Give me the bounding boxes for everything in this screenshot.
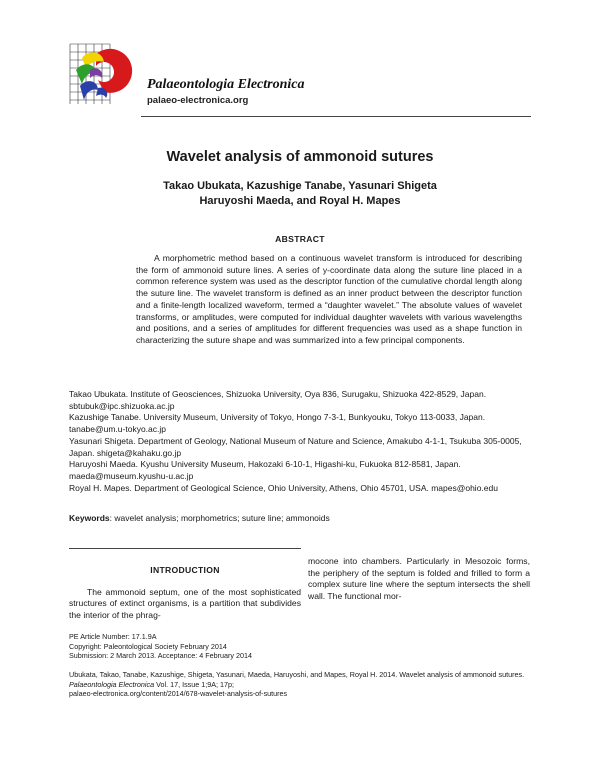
citation-journal: Palaeontologia Electronica [69, 679, 155, 689]
intro-left-column [69, 565, 301, 622]
author-affiliations [69, 389, 531, 494]
affiliation-ubukata: Takao Ubukata. Institute of Geosciences, Shizuoka University, Oya 836, Surugaku, Shizuoka 422-8529, Japan. sbtubuk@ipc.shizuoka.ac.jp [69, 389, 487, 411]
citation-volume: Vol. 17, Issue 1;9A; 17p; [154, 679, 235, 689]
keywords-text: : wavelet analysis; morphometrics; suture line; ammonoids [109, 513, 330, 523]
citation-url[interactable]: palaeo-electronica.org/content/2014/678-wavelet-analysis-of-sutures [69, 689, 288, 699]
abstract-body [136, 253, 522, 347]
article-number: PE Article Number: 17.1.9A [69, 632, 157, 641]
keywords [69, 513, 531, 523]
abstract-text: A morphometric method based on a continuous wavelet transform is introduced for describing the form of ammonoid suture lines. A series of y-coordinate data along the suture line placed in a common reference system was used as the descriptor function of the cumulative chordal length along the suture line. The wavelet transform is defined as an inner product between the descriptor function and a finite-length localized waveform, termed a “daughter wavelet.” The absolute values of wavelet transforms, or amplitudes, were computed for individual daughter wavelets with various wavelengths and positions, and a series of amplitudes for different frequencies was used as a shape function in characterizing the suture shape and was summarized into a few principal components. [136, 253, 522, 345]
journal-logo [68, 40, 134, 110]
journal-url[interactable]: palaeo-electronica.org [147, 95, 249, 106]
publication-info [69, 632, 531, 661]
keywords-label: Keywords [69, 513, 110, 523]
introduction-heading: INTRODUCTION [150, 565, 220, 575]
authors-line-1: Takao Ubukata, Kazushige Tanabe, Yasunari Shigeta [163, 180, 437, 192]
affiliation-shigeta: Yasunari Shigeta. Department of Geology, National Museum of Nature and Science, Amakubo 4-1-1, Tsukuba 305-0005, Japan. shigeta@kahaku.go.jp [69, 435, 522, 458]
paper-title: Wavelet analysis of ammonoid sutures [166, 149, 434, 165]
introduction-right-text: mocone into chambers. Particularly in Mesozoic forms, the periphery of the septum is folded and frilled to form a complex suture line where the septum intersects the shell wall. The functional mor- [308, 556, 530, 602]
introduction-left-text: The ammonoid septum, one of the most sophisticated structures of extinct organisms, is a partition that subdivides the interior of the phrag- [69, 586, 301, 621]
intro-right-column [308, 556, 530, 603]
authors-line-2: Haruyoshi Maeda, and Royal H. Mapes [199, 194, 401, 207]
journal-logo-graphic [68, 40, 134, 110]
submission-dates: Submission: 2 March 2013. Acceptance: 4 February 2014 [69, 651, 252, 661]
abstract-heading: ABSTRACT [275, 234, 325, 244]
citation-text: Ubukata, Takao, Tanabe, Kazushige, Shigeta, Yasunari, Maeda, Haruyoshi, and Mapes, Royal H. 2014. Wavelet analysis of ammonoid sutures. [69, 670, 525, 679]
affiliation-tanabe: Kazushige Tanabe. University Museum, University of Tokyo, Hongo 7-3-1, Bunkyouku, Tokyo 113-0033, Japan. tanabe@um.u-tokyo.ac.jp [69, 412, 486, 435]
citation [69, 670, 531, 699]
paper-authors [0, 179, 600, 208]
header-divider [141, 116, 531, 117]
journal-name: Palaeontologia Electronica [147, 77, 305, 92]
copyright: Copyright: Paleontological Society February 2014 [69, 641, 227, 651]
affiliation-mapes: Royal H. Mapes. Department of Geological Science, Ohio University, Athens, Ohio 45701, USA. mapes@ohio.edu [69, 482, 498, 493]
section-divider [69, 548, 301, 549]
affiliation-maeda: Haruyoshi Maeda. Kyushu University Museum, Hakozaki 6-10-1, Higashi-ku, Fukuoka 812-8581, Japan. maeda@museum.kyushu-u.ac.jp [69, 459, 461, 481]
